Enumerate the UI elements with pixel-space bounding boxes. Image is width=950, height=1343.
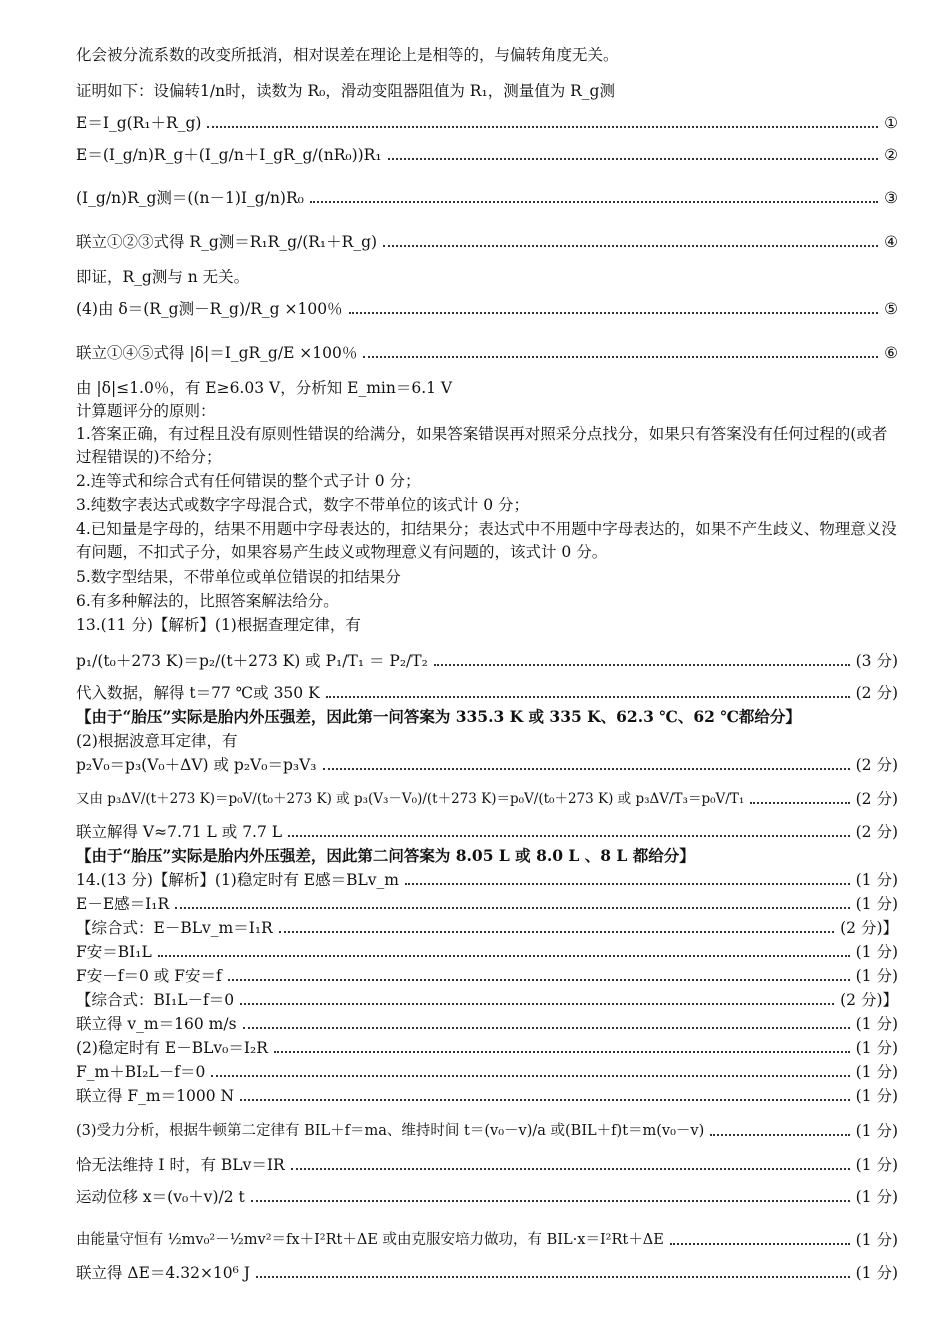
text-line: 计算题评分的原则：	[76, 402, 216, 420]
equation-line: 运动位移 x＝(v₀＋v)/2 t (1 分)	[76, 1188, 898, 1206]
rule-4: 4.已知量是字母的，结果不用题中字母表达的，扣结果分；表达式中不用题中字母表达的，如果不产生歧义、物理意义没有问题，不扣式子分，如果容易产生歧义或物理意义有问题的，该式计 0 分。	[76, 520, 897, 561]
question-13-heading: 13.(11 分)【解析】(1)根据查理定律，有	[76, 616, 361, 634]
note-line: 【由于“胎压”实际是胎内外压强差，因此第一问答案为 335.3 K 或 335 K、62.3 ℃、62 ℃都给分】	[76, 707, 801, 726]
equation-line: 【综合式：E－BLv_m＝I₁R (2 分)】	[76, 919, 898, 937]
equation-line: (3)受力分析，根据牛顿第二定律有 BIL＋f＝ma、维持时间 t＝(v₀－v)/a 或(BIL＋f)t＝m(v₀－v) (1 分)	[76, 1122, 898, 1140]
question-14-heading: 14.(13 分)【解析】(1)稳定时有 E感＝BLv_m (1 分)	[76, 871, 898, 889]
rule-5: 5.数字型结果，不带单位或单位错误的扣结果分	[76, 568, 401, 586]
rule-3: 3.纯数字表达式或数字字母混合式，数字不带单位的该式计 0 分；	[76, 496, 530, 514]
equation-line: (I_g/n)R_g测＝((n－1)I_g/n)R₀ ③	[76, 189, 898, 207]
equation-line: E＝I_g(R₁＋R_g) ①	[76, 114, 898, 132]
equation-line: F安－f＝0 或 F安＝f (1 分)	[76, 967, 898, 985]
rule-2: 2.连等式和综合式有任何错误的整个式子计 0 分；	[76, 472, 421, 490]
equation-line: 代入数据，解得 t＝77 ℃或 350 K (2 分)	[76, 684, 898, 702]
rule-6: 6.有多种解法的，比照答案解法给分。	[76, 592, 339, 610]
equation-line: p₂V₀＝p₃(V₀＋ΔV) 或 p₂V₀＝p₃V₃ (2 分)	[76, 756, 898, 774]
text-line: (2)根据波意耳定律，有	[76, 732, 238, 750]
equation-line: 又由 p₃ΔV/(t＋273 K)＝p₀V/(t₀＋273 K) 或 p₃(V₃－V₀)/(t＋273 K)＝p₀V/(t₀＋273 K) 或 p₃ΔV/T₃＝p₀V/T₁ (2 分)	[76, 790, 898, 808]
equation-line: p₁/(t₀＋273 K)＝p₂/(t＋273 K) 或 P₁/T₁ ＝ P₂/T₂ (3 分)	[76, 652, 898, 670]
equation-line: 联立解得 V≈7.71 L 或 7.7 L (2 分)	[76, 823, 898, 841]
equation-line: 联立①④⑤式得 |δ|＝I_gR_g/E ×100％ ⑥	[76, 344, 898, 362]
text-line: 即证，R_g测与 n 无关。	[76, 268, 250, 286]
equation-line: 联立得 F_m＝1000 N (1 分)	[76, 1087, 898, 1105]
equation-line: F_m＋BI₂L－f＝0 (1 分)	[76, 1063, 898, 1081]
rule-1: 1.答案正确，有过程且没有原则性错误的给满分，如果答案错误再对照采分点找分，如果只有答案没有任何过程的(或者过程错误的)不给分；	[76, 425, 888, 466]
equation-line: (2)稳定时有 E－BLv₀＝I₂R (1 分)	[76, 1039, 898, 1057]
equation-line: (4)由 δ＝(R_g测－R_g)/R_g ×100％ ⑤	[76, 300, 898, 318]
text-line: 化会被分流系数的改变所抵消，相对误差在理论上是相等的，与偏转角度无关。	[76, 46, 619, 64]
text-line: 证明如下：设偏转1/n时，读数为 R₀，滑动变阻器阻值为 R₁，测量值为 R_g测	[76, 82, 615, 100]
equation-line: 【综合式：BI₁L－f＝0 (2 分)】	[76, 991, 898, 1009]
equation-line: F安＝BI₁L (1 分)	[76, 943, 898, 961]
equation-line: 联立得 ΔE＝4.32×10⁶ J (1 分)	[76, 1264, 898, 1282]
note-line: 【由于“胎压”实际是胎内外压强差，因此第二问答案为 8.05 L 或 8.0 L 、8 L 都给分】	[76, 846, 695, 865]
equation-line: E＝(I_g/n)R_g＋(I_g/n＋I_gR_g/(nR₀))R₁ ②	[76, 146, 898, 164]
text-line: 由 |δ|≤1.0％，有 E≥6.03 V，分析知 E_min＝6.1 V	[76, 379, 453, 397]
equation-line: 恰无法维持 I 时，有 BLv＝IR (1 分)	[76, 1156, 898, 1174]
equation-line: 由能量守恒有 ½mv₀²－½mv²＝fx＋I²Rt＋ΔE 或由克服安培力做功，有 BIL·x＝I²Rt＋ΔE (1 分)	[76, 1231, 898, 1249]
equation-line: E－E感＝I₁R (1 分)	[76, 895, 898, 913]
equation-line: 联立得 v_m＝160 m/s (1 分)	[76, 1015, 898, 1033]
equation-line: 联立①②③式得 R_g测＝R₁R_g/(R₁＋R_g) ④	[76, 233, 898, 251]
